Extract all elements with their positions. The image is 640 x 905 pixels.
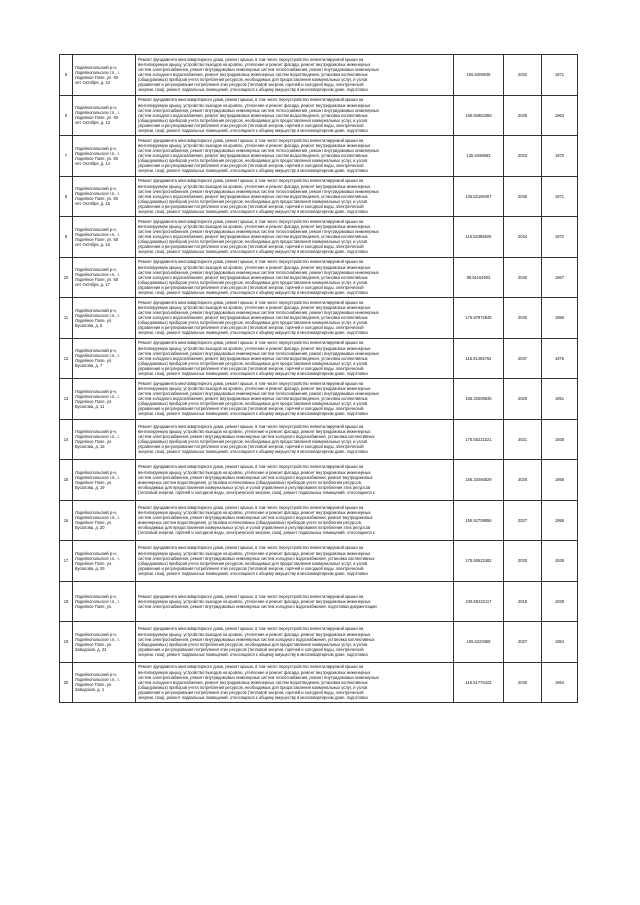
repair-works: Ремонт фундамента многоквартирного дома, ремонт крыши, в том числе переустройство невентилируемой крыши на вентилируемую крышу, устройство выходов на кровлю, утепление и ремонт фасада, ремонт внутридомовых инженерных систем электроснабжения, ремонт внутридомовых инженерных систем теплоснабжения, ремонт внутридомовых инженерных систем холодного водоснабжения, ремонт внутридомовых инженерных систем водоотведения, установка коллективных (общедомовых) приборов учета потребления ресурсов, необходимых для предоставления коммунальных услуг, и узлов управления и регулирования потребления этих ресурсов (тепловой энергии, горячей и холодной воды, электрической энергии, газа), ремонт подвальных помещений, относящихся к общему имуществу в многоквартирном доме, подготовка [136,217,454,258]
table-row [60,379,578,420]
planned-year: 2021 [504,419,542,460]
planned-year: 2035 [504,298,542,339]
house-address: Лодейнопольский р-н, Лодейнопольское г.п., г. Лодейное Поле, ул. Бусалова, д. 5 [73,298,136,339]
area-value: 175.55221021 [454,419,504,460]
row-number: 13 [60,379,73,420]
table-row [60,338,578,379]
planned-year: 2027 [504,622,542,663]
row-number: 19 [60,622,73,663]
row-number: 7 [60,136,73,177]
table-body [60,55,578,703]
house-address: Лодейнопольский р-н, Лодейнопольское г.п., г. Лодейное Поле, ул. Бусалова, д. 7 [73,338,136,379]
year-built: 1938 [542,581,578,622]
table-row [60,541,578,582]
area-value: 176.97872948 [454,298,504,339]
area-value: 156.33466829 [454,460,504,501]
row-number: 9 [60,217,73,258]
year-built: 1954 [542,622,578,663]
row-number: 17 [60,541,73,582]
row-number: 14 [60,419,73,460]
house-address: Лодейнопольский р-н, Лодейнопольское г.п., г. Лодейное Поле, ул. Заводская, д. 22 [73,622,136,663]
area-value: 95.51164903 [454,257,504,298]
planned-year: 2026 [504,460,542,501]
row-number: 18 [60,581,73,622]
planned-year: 2030 [504,541,542,582]
planned-year: 2033 [504,136,542,177]
repair-works: Ремонт фундамента многоквартирного дома, ремонт крыши, в том числе переустройство невентилируемой крыши на вентилируемую крышу, устройство выходов на кровлю, утепление и ремонт фасада, ремонт внутридомовых инженерных систем электроснабжения, ремонт внутридомовых инженерных систем теплоснабжения, ремонт внутридомовых инженерных систем холодного водоснабжения, ремонт внутридомовых инженерных систем водоотведения, установка коллективных (общедомовых) приборов учета потребления ресурсов, необходимых для предоставления коммунальных услуг, и узлов управления и регулирования потребления этих ресурсов (тепловой энергии, горячей и холодной воды, электрической энергии, газа), ремонт подвальных помещений, относящихся к общему имуществу в многоквартирном доме, подготовка [136,662,454,703]
area-value: 155.5323369 [454,622,504,663]
house-address: Лодейнопольский р-н, Лодейнопольское г.п., г. Лодейное Поле, ул. Бусалова, д. 15 [73,419,136,460]
house-address: Лодейнопольский р-н, Лодейнопольское г.п., г. Лодейное Поле, ул. 50 лет Октября, д. 16 [73,217,136,258]
house-address: Лодейнопольский р-н, Лодейнопольское г.п., г. Лодейное Поле, ул. Бусалова, д. 11 [73,379,136,420]
row-number: 12 [60,338,73,379]
year-built: 1956 [542,460,578,501]
row-number: 8 [60,176,73,217]
area-value: 136.52186367 [454,176,504,217]
table-row [60,136,578,177]
year-built: 1972 [542,217,578,258]
year-built: 1976 [542,338,578,379]
area-value: 155.92962369 [454,95,504,136]
year-built: 1956 [542,298,578,339]
year-built: 1963 [542,95,578,136]
area-value: 135.5268683 [454,136,504,177]
year-built: 1971 [542,176,578,217]
planned-year: 2036 [504,176,542,217]
planned-year: 2028 [504,95,542,136]
house-address: Лодейнопольский р-н, Лодейнопольское г.п., г. Лодейное Поле, ул. Заводская, д. 1 [73,662,136,703]
table-row [60,622,578,663]
repair-works: Ремонт фундамента многоквартирного дома, ремонт крыши, в том числе переустройство невентилируемой крыши на вентилируемую крышу, устройство выходов на кровлю, утепление и ремонт фасада, ремонт внутридомовых инженерных систем электроснабжения, ремонт внутридомовых инженерных систем теплоснабжения, ремонт внутридомовых инженерных систем холодного водоснабжения, ремонт внутридомовых инженерных систем водоотведения, установка коллективных (общедомовых) приборов учета потребления ресурсов, необходимых для предоставления коммунальных услуг, и узлов управления и регулирования потребления этих ресурсов (тепловой энергии, горячей и холодной воды, электрической энергии, газа), ремонт подвальных помещений, относящихся к общему имуществу в многоквартирном доме, подготовка [136,298,454,339]
repair-works: Ремонт фундамента многоквартирного дома, ремонт крыши, в том числе переустройство невентилируемой крыши на вентилируемую крышу, устройство выходов на кровлю, утепление и ремонт фасада, ремонт внутридомовых инженерных систем электроснабжения, ремонт внутридомовых инженерных систем теплоснабжения, ремонт внутридомовых инженерных систем холодного водоснабжения, ремонт внутридомовых инженерных систем водоотведения, установка коллективных (общедомовых) приборов учета потребления ресурсов, необходимых для предоставления коммунальных услуг, и узлов управления и регулирования потребления этих ресурсов (тепловой энергии, горячей и холодной воды, электрической энергии, газа), ремонт подвальных помещений, относящихся к общему имуществу в многоквартирном доме, подготовка [136,338,454,379]
table-row [60,662,578,703]
area-value: 155.52709856 [454,500,504,541]
year-built: 1971 [542,55,578,96]
row-number: 15 [60,460,73,501]
area-value: 155.32508846 [454,379,504,420]
row-number: 5 [60,55,73,96]
repair-works: Ремонт фундамента многоквартирного дома, ремонт крыши, в том числе переустройство невентилируемой крыши на вентилируемую крышу, устройство выходов на кровлю, утепление и ремонт фасада, ремонт внутридомовых инженерных систем электроснабжения, ремонт внутридомовых инженерных систем теплоснабжения, ремонт внутридомовых инженерных систем холодного водоснабжения, ремонт внутридомовых инженерных систем водоотведения, установка коллективных (общедомовых) приборов учета потребления ресурсов, необходимых для предоставления коммунальных услуг, и узлов управления и регулирования потребления этих ресурсов (тепловой энергии, горячей и холодной воды, электрической энергии, газа), ремонт подвальных помещений, относящихся к общему имуществу в многоквартирном доме, подготовка [136,176,454,217]
year-built: 1958 [542,500,578,541]
planned-year: 2018 [504,581,542,622]
planned-year: 2032 [504,55,542,96]
table-row [60,55,578,96]
house-address: Лодейнопольский р-н, Лодейнопольское г.п., г. Лодейное Поле, ул. Бусалова, д. 20 [73,500,136,541]
repair-works: Ремонт фундамента многоквартирного дома, ремонт крыши, в том числе переустройство невентилируемой крыши на вентилируемую крышу, устройство выходов на кровлю, утепление и ремонт фасада, ремонт внутридомовых инженерных систем электроснабжения, ремонт внутридомовых инженерных систем теплоснабжения, ремонт внутридомовых инженерных систем холодного водоснабжения, ремонт внутридомовых инженерных систем водоотведения, установка коллективных (общедомовых) приборов учета потребления ресурсов, необходимых для предоставления коммунальных услуг, и узлов управления и регулирования потребления этих ресурсов (тепловой энергии, горячей и холодной воды, электрической энергии, газа), ремонт подвальных помещений, относящихся к общему имуществу в многоквартирном доме, подготовка [136,257,454,298]
repair-works: Ремонт фундамента многоквартирного дома, ремонт крыши, в том числе переустройство невентилируемой крыши на вентилируемую крышу, устройство выходов на кровлю, утепление и ремонт фасада, ремонт внутридомовых инженерных систем электроснабжения, ремонт внутридомовых инженерных систем холодного водоснабжения, подготовка документации [136,581,454,622]
area-value: 115.51776423 [454,662,504,703]
table-row [60,419,578,460]
row-number: 11 [60,298,73,339]
house-address: Лодейнопольский р-н, Лодейнопольское г.п., г. Лодейное Поле, ул. Бусалова, д. 29 [73,541,136,582]
planned-year: 2040 [504,257,542,298]
planned-year: 2027 [504,500,542,541]
area-value: 175.55522482 [454,541,504,582]
repair-works: Ремонт фундамента многоквартирного дома, ремонт крыши, в том числе переустройство невентилируемой крыши на вентилируемую крышу, устройство выходов на кровлю, утепление и ремонт фасада, ремонт внутридомовых инженерных систем электроснабжения, ремонт внутридомовых инженерных систем теплоснабжения, ремонт внутридомовых инженерных систем холодного водоснабжения, ремонт внутридомовых инженерных систем водоотведения, установка коллективных (общедомовых) приборов учета потребления ресурсов, необходимых для предоставления коммунальных услуг, и узлов управления и регулирования потребления этих ресурсов (тепловой энергии, горячей и холодной воды, электрической энергии, газа), ремонт подвальных помещений, относящихся к общему имуществу в многоквартирном доме, подготовка [136,136,454,177]
row-number: 10 [60,257,73,298]
house-address: Лодейнопольский р-н, Лодейнопольское г.п., г. Лодейное Поле, ул. [73,581,136,622]
repair-works: Ремонт фундамента многоквартирного дома, ремонт крыши, в том числе переустройство невентилируемой крыши на вентилируемую крышу, устройство выходов на кровлю, утепление и ремонт фасада, ремонт внутридомовых инженерных систем электроснабжения, ремонт внутридомовых инженерных систем теплоснабжения, ремонт внутридомовых инженерных систем холодного водоснабжения, ремонт внутридомовых инженерных систем водоотведения, установка коллективных (общедомовых) приборов учета потребления ресурсов, необходимых для предоставления коммунальных услуг, и узлов управления и регулирования потребления этих ресурсов (тепловой энергии, горячей и холодной воды, электрической энергии, газа), ремонт подвальных помещений, относящихся к общему имуществу в многоквартирном доме, подготовка [136,55,454,96]
table-row [60,298,578,339]
house-address: Лодейнопольский р-н, Лодейнопольское г.п., г. Лодейное Поле, ул. 50 лет Октября, д. 10 [73,55,136,96]
house-address: Лодейнопольский р-н, Лодейнопольское г.п., г. Лодейное Поле, ул. 50 лет Октября, д. 13 [73,95,136,136]
table-row [60,581,578,622]
repair-works: Ремонт фундамента многоквартирного дома, ремонт крыши, в том числе переустройство невентилируемой крыши на вентилируемую крышу, устройство выходов на кровлю, утепление и ремонт фасада, ремонт внутридомовых инженерных систем электроснабжения, ремонт внутридомовых инженерных систем холодного водоснабжения, установка коллективных (общедомовых) приборов учета потребления ресурсов, необходимых для предоставления коммунальных услуг, и узлов управления и регулирования потребления этих ресурсов (тепловой энергии, горячей и холодной воды, электрической энергии, газа), ремонт подвальных помещений, относящихся к общему имуществу в многоквартирном доме, подготовка [136,419,454,460]
table-row [60,217,578,258]
house-address: Лодейнопольский р-н, Лодейнопольское г.п., г. Лодейное Поле, ул. Бусалова, д. 19 [73,460,136,501]
repair-works: Ремонт фундамента многоквартирного дома, ремонт крыши, в том числе переустройство невентилируемой крыши на вентилируемую крышу, устройство выходов на кровлю, утепление и ремонт фасада, ремонт внутридомовых инженерных систем электроснабжения, ремонт внутридомовых инженерных систем холодного водоснабжения, ремонт внутридомовых инженерных систем водоотведения, установка коллективных (общедомовых) приборов учета потребления ресурсов, необходимых для предоставления коммунальных услуг, и узлов управления и регулирования потребления этих ресурсов (тепловой энергии, горячей и холодной воды, электрической энергии, газа), ремонт подвальных помещений, относящихся к [136,460,454,501]
area-value: 229.55222117 [454,581,504,622]
table-row [60,257,578,298]
planned-year: 2036 [504,662,542,703]
house-address: Лодейнопольский р-н, Лодейнопольское г.п., г. Лодейное Поле, ул. 50 лет Октября, д. 15 [73,176,136,217]
table-row [60,95,578,136]
year-built: 1938 [542,541,578,582]
planned-year: 2029 [504,379,542,420]
planned-year: 2034 [504,217,542,258]
row-number: 20 [60,662,73,703]
area-value: 115.51465752 [454,338,504,379]
repair-works: Ремонт фундамента многоквартирного дома, ремонт крыши, в том числе переустройство невентилируемой крыши на вентилируемую крышу, устройство выходов на кровлю, утепление и ремонт фасада, ремонт внутридомовых инженерных систем электроснабжения, ремонт внутридомовых инженерных систем теплоснабжения, ремонт внутридомовых инженерных систем холодного водоснабжения, ремонт внутридомовых инженерных систем водоотведения, установка коллективных (общедомовых) приборов учета потребления ресурсов, необходимых для предоставления коммунальных услуг, и узлов управления и регулирования потребления этих ресурсов (тепловой энергии, горячей и холодной воды, электрической энергии, газа), ремонт подвальных помещений, относящихся к общему имуществу в многоквартирном доме, подготовка [136,379,454,420]
house-address: Лодейнопольский р-н, Лодейнопольское г.п., г. Лодейное Поле, ул. 50 лет Октября, д. 14 [73,136,136,177]
year-built: 1967 [542,257,578,298]
capital-repair-table [59,54,578,703]
repair-works: Ремонт фундамента многоквартирного дома, ремонт крыши, в том числе переустройство невентилируемой крыши на вентилируемую крышу, устройство выходов на кровлю, утепление и ремонт фасада, ремонт внутридомовых инженерных систем электроснабжения, ремонт внутридомовых инженерных систем холодного водоснабжения, установка коллективных (общедомовых) приборов учета потребления ресурсов, необходимых для предоставления коммунальных услуг, и узлов управления и регулирования потребления этих ресурсов (тепловой энергии, горячей и холодной воды, электрической энергии, газа), ремонт подвальных помещений, относящихся к общему имуществу в многоквартирном доме, подготовка [136,541,454,582]
planned-year: 2037 [504,338,542,379]
year-built: 1938 [542,419,578,460]
year-built: 1951 [542,379,578,420]
area-value: 155.5309545 [454,55,504,96]
table-row [60,500,578,541]
year-built: 1964 [542,662,578,703]
house-address: Лодейнопольский р-н, Лодейнопольское г.п., г. Лодейное Поле, ул. 50 лет Октября, д. 17 [73,257,136,298]
area-value: 116.52385926 [454,217,504,258]
row-number: 16 [60,500,73,541]
year-built: 1970 [542,136,578,177]
row-number: 6 [60,95,73,136]
table-row [60,460,578,501]
repair-works: Ремонт фундамента многоквартирного дома, ремонт крыши, в том числе переустройство невентилируемой крыши на вентилируемую крышу, устройство выходов на кровлю, утепление и ремонт фасада, ремонт внутридомовых инженерных систем электроснабжения, ремонт внутридомовых инженерных систем теплоснабжения, ремонт внутридомовых инженерных систем холодного водоснабжения, ремонт внутридомовых инженерных систем водоотведения, установка коллективных (общедомовых) приборов учета потребления ресурсов, необходимых для предоставления коммунальных услуг, и узлов управления и регулирования потребления этих ресурсов (тепловой энергии, горячей и холодной воды, электрической энергии, газа), ремонт подвальных помещений, относящихся к общему имуществу в многоквартирном доме, подготовка [136,95,454,136]
repair-works: Ремонт фундамента многоквартирного дома, ремонт крыши, в том числе переустройство невентилируемой крыши на вентилируемую крышу, устройство выходов на кровлю, утепление и ремонт фасада, ремонт внутридомовых инженерных систем электроснабжения, ремонт внутридомовых инженерных систем холодного водоснабжения, ремонт внутридомовых инженерных систем водоотведения, установка коллективных (общедомовых) приборов учета потребления ресурсов, необходимых для предоставления коммунальных услуг, и узлов управления и регулирования потребления этих ресурсов (тепловой энергии, горячей и холодной воды, электрической энергии, газа), ремонт подвальных помещений, относящихся к [136,500,454,541]
repair-works: Ремонт фундамента многоквартирного дома, ремонт крыши, в том числе переустройство невентилируемой крыши на вентилируемую крышу, устройство выходов на кровлю, утепление и ремонт фасада, ремонт внутридомовых инженерных систем электроснабжения, ремонт внутридомовых инженерных систем холодного водоснабжения, установка коллективных (общедомовых) приборов учета потребления ресурсов, необходимых для предоставления коммунальных услуг, и узлов управления и регулирования потребления этих ресурсов (тепловой энергии, горячей и холодной воды, электрической энергии, газа), ремонт подвальных помещений, относящихся к общему имуществу в многоквартирном доме, подготовка [136,622,454,663]
table-row [60,176,578,217]
